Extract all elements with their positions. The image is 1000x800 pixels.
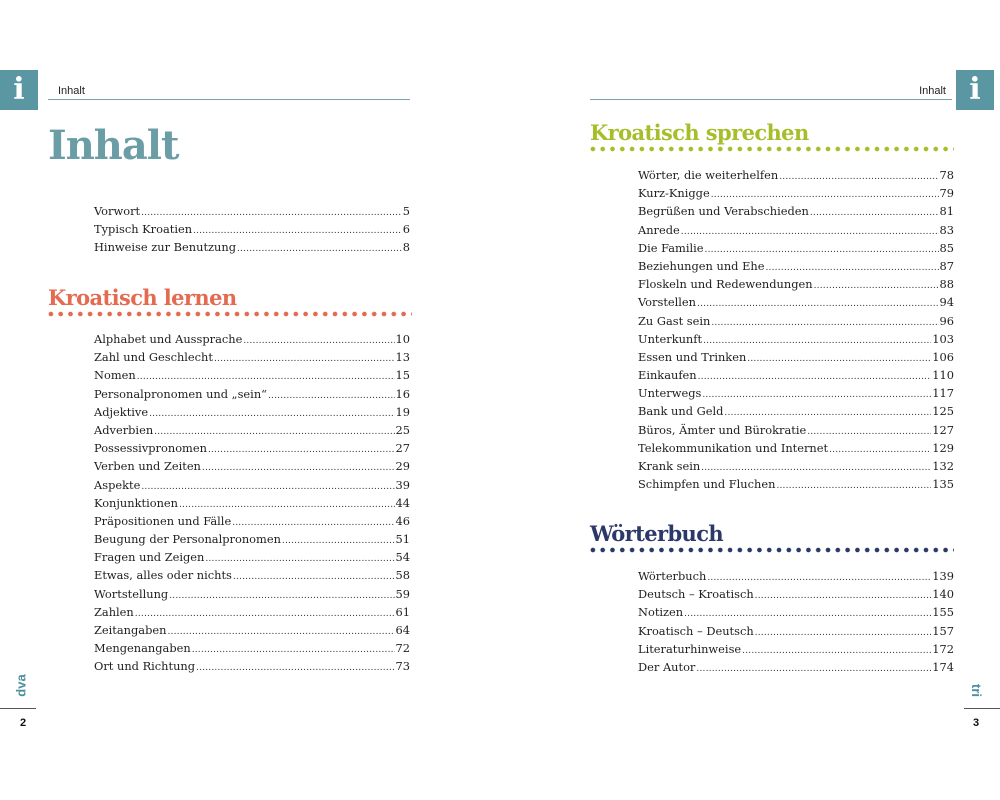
- toc-entry-label: Etwas, alles oder nichts: [94, 568, 232, 583]
- toc-entry-label: Zeitangaben: [94, 623, 167, 637]
- toc-entry-label: Fragen und Zeigen: [94, 550, 205, 565]
- toc-entry-label: Vorstellen: [638, 295, 697, 310]
- toc-leader-dots: [233, 568, 395, 586]
- toc-entry[interactable]: [94, 439, 410, 457]
- toc-entry[interactable]: [94, 621, 410, 639]
- toc-entry-page: 96: [939, 313, 954, 328]
- dotted-rule: [588, 547, 954, 553]
- toc-entry-label: Adverbien: [94, 422, 154, 437]
- toc-entry-page: 5: [402, 204, 410, 218]
- toc-leader-dots: [237, 240, 402, 258]
- toc-leader-dots: [814, 277, 939, 295]
- toc-entry-label: Alphabet und Aussprache: [94, 332, 243, 346]
- toc-entry[interactable]: [638, 567, 954, 585]
- toc-entry-label: Die Familie: [638, 240, 704, 255]
- toc-entry-page: 64: [395, 623, 410, 637]
- toc-entry-page: 6: [402, 222, 410, 237]
- toc-entry[interactable]: [638, 585, 954, 603]
- info-icon: i: [0, 70, 38, 110]
- toc-entry-page: 85: [939, 240, 954, 255]
- toc-entry-label: Der Autor: [638, 659, 696, 674]
- toc-entry[interactable]: [94, 366, 410, 384]
- toc-entry[interactable]: [94, 238, 410, 256]
- toc-entry-label: Ort und Richtung: [94, 659, 196, 674]
- toc-leader-dots: [268, 387, 395, 405]
- toc-entry-page: 110: [932, 368, 954, 383]
- toc-entry[interactable]: [94, 530, 410, 548]
- toc-entry-page: 135: [932, 477, 954, 492]
- toc-leader-dots: [681, 223, 939, 241]
- running-head: Inhalt: [919, 85, 946, 97]
- toc-entry-page: 132: [932, 459, 954, 473]
- toc-leader-dots: [829, 441, 931, 459]
- toc-entry-page: 129: [932, 440, 954, 455]
- toc-entry-label: Typisch Kroatien: [94, 222, 193, 237]
- toc-entry[interactable]: [638, 330, 954, 348]
- toc-leader-dots: [214, 350, 395, 368]
- toc-entry-page: 16: [395, 386, 410, 401]
- toc-entry[interactable]: [638, 475, 954, 493]
- toc-entry[interactable]: [638, 312, 954, 330]
- page-word-label: dva: [13, 674, 29, 697]
- toc-entry[interactable]: [638, 421, 954, 439]
- toc-entry-label: Einkaufen: [638, 368, 697, 383]
- page-number: 3: [973, 717, 980, 729]
- toc-entry[interactable]: [638, 202, 954, 220]
- toc-leader-dots: [755, 587, 932, 605]
- toc-entry-label: Aspekte: [94, 477, 141, 492]
- toc-entry[interactable]: [638, 166, 954, 184]
- toc-entry[interactable]: [638, 184, 954, 202]
- toc-entry-label: Beugung der Personalpronomen: [94, 532, 281, 547]
- header-rule: [590, 99, 952, 100]
- toc-entry[interactable]: [94, 457, 410, 475]
- toc-woerterbuch-list: [638, 567, 954, 676]
- toc-leader-dots: [742, 642, 931, 660]
- toc-entry-label: Adjektive: [94, 404, 149, 419]
- toc-leader-dots: [149, 405, 394, 423]
- toc-entry-label: Konjunktionen: [94, 495, 178, 510]
- toc-entry-label: Essen und Trinken: [638, 349, 747, 364]
- toc-entry-page: 125: [932, 404, 954, 419]
- toc-entry[interactable]: [94, 657, 410, 675]
- toc-leader-dots: [141, 478, 394, 496]
- toc-leader-dots: [192, 641, 395, 659]
- toc-entry-label: Krank sein: [638, 459, 701, 473]
- toc-entry-page: 155: [932, 605, 954, 620]
- toc-entry-page: 94: [939, 295, 954, 310]
- toc-leader-dots: [169, 587, 394, 605]
- toc-entry[interactable]: [638, 384, 954, 402]
- toc-entry-label: Zahl und Geschlecht: [94, 350, 213, 365]
- toc-entry[interactable]: [638, 640, 954, 658]
- section-heading-kroatisch-lernen: Kroatisch lernen: [48, 285, 237, 310]
- toc-entry-page: 103: [932, 331, 954, 346]
- toc-entry-label: Zahlen: [94, 604, 134, 619]
- toc-entry-label: Bank und Geld: [638, 404, 724, 419]
- toc-entry[interactable]: [638, 293, 954, 311]
- toc-entry-label: Literaturhinweise: [638, 641, 742, 656]
- toc-entry-label: Wörterbuch: [638, 569, 707, 583]
- toc-entry-page: 19: [395, 404, 410, 419]
- toc-entry[interactable]: [638, 622, 954, 640]
- toc-entry-page: 127: [932, 422, 954, 437]
- toc-entry[interactable]: [94, 220, 410, 238]
- toc-entry-label: Beziehungen und Ehe: [638, 258, 765, 273]
- toc-entry-page: 51: [395, 532, 410, 547]
- toc-entry-label: Zu Gast sein: [638, 313, 711, 328]
- toc-entry[interactable]: [638, 658, 954, 676]
- toc-entry-label: Unterwegs: [638, 386, 702, 401]
- toc-entry[interactable]: [638, 275, 954, 293]
- toc-entry-page: 39: [395, 477, 410, 492]
- toc-entry-page: 13: [395, 350, 410, 365]
- section-heading-kroatisch-sprechen: Kroatisch sprechen: [590, 120, 809, 145]
- toc-entry-label: Deutsch – Kroatisch: [638, 587, 754, 602]
- toc-entry[interactable]: [94, 476, 410, 494]
- footer-rule: [964, 708, 1000, 709]
- toc-leader-dots: [135, 605, 395, 623]
- toc-leader-dots: [282, 532, 395, 550]
- toc-entry[interactable]: [638, 603, 954, 621]
- toc-entry[interactable]: [94, 421, 410, 439]
- toc-entry-page: 117: [932, 386, 954, 401]
- toc-leader-dots: [747, 350, 931, 368]
- toc-entry-page: 61: [395, 604, 410, 619]
- toc-leader-dots: [167, 623, 394, 641]
- toc-leader-dots: [697, 295, 938, 313]
- toc-leader-dots: [205, 550, 394, 568]
- toc-entry-page: 8: [402, 240, 410, 255]
- toc-leader-dots: [243, 332, 394, 350]
- toc-entry[interactable]: [94, 494, 410, 512]
- toc-entry-page: 87: [939, 258, 954, 273]
- toc-entry-label: Mengenangaben: [94, 641, 191, 656]
- toc-entry-page: 157: [932, 623, 954, 638]
- toc-entry-label: Begrüßen und Verabschieden: [638, 204, 809, 219]
- toc-entry-page: 59: [395, 586, 410, 601]
- toc-entry-page: 29: [395, 459, 410, 474]
- toc-entry[interactable]: [638, 257, 954, 275]
- toc-intro-list: [94, 202, 410, 257]
- page-word-label: tri: [969, 684, 984, 697]
- toc-leader-dots: [698, 368, 932, 386]
- info-icon: i: [956, 70, 994, 110]
- toc-entry-page: 106: [932, 349, 954, 364]
- toc-leader-dots: [711, 314, 938, 332]
- toc-entry[interactable]: [94, 330, 410, 348]
- toc-entry-page: 15: [395, 368, 410, 383]
- toc-entry-label: Unterkunft: [638, 331, 703, 346]
- toc-leader-dots: [810, 204, 939, 222]
- toc-entry[interactable]: [94, 403, 410, 421]
- toc-entry-page: 10: [395, 332, 410, 346]
- toc-leader-dots: [196, 659, 394, 677]
- toc-entry[interactable]: [638, 439, 954, 457]
- toc-entry-label: Hinweise zur Benutzung: [94, 240, 236, 255]
- toc-entry-label: Präpositionen und Fälle: [94, 513, 232, 528]
- toc-entry-page: 58: [395, 568, 410, 583]
- toc-entry[interactable]: [638, 239, 954, 257]
- toc-entry-label: Possessivpronomen: [94, 441, 207, 456]
- toc-entry-page: 81: [939, 204, 954, 219]
- toc-entry[interactable]: [94, 585, 410, 603]
- toc-entry-page: 139: [932, 569, 954, 583]
- toc-entry-label: Floskeln und Redewendungen: [638, 277, 813, 292]
- toc-entry[interactable]: [638, 221, 954, 239]
- toc-entry-page: 46: [395, 513, 410, 528]
- toc-entry[interactable]: [94, 548, 410, 566]
- toc-entry-page: 25: [395, 422, 410, 437]
- toc-entry-page: 27: [395, 441, 410, 456]
- toc-leader-dots: [776, 477, 931, 495]
- toc-entry-label: Vorwort: [94, 204, 141, 218]
- dotted-rule: [588, 146, 954, 152]
- toc-entry-page: 54: [395, 550, 410, 565]
- running-head: Inhalt: [58, 85, 85, 97]
- toc-entry-label: Telekommunikation und Internet: [638, 440, 829, 455]
- toc-entry[interactable]: [94, 603, 410, 621]
- section-heading-woerterbuch: Wörterbuch: [590, 521, 724, 546]
- toc-entry-page: 73: [395, 659, 410, 674]
- toc-entry-page: 88: [939, 277, 954, 292]
- toc-entry[interactable]: [94, 639, 410, 657]
- dotted-rule: [46, 311, 412, 317]
- toc-lernen-list: [94, 330, 410, 676]
- toc-entry-label: Verben und Zeiten: [94, 459, 201, 474]
- toc-entry-page: 44: [395, 495, 410, 510]
- toc-entry[interactable]: [94, 566, 410, 584]
- toc-entry-page: 140: [932, 587, 954, 602]
- toc-leader-dots: [755, 624, 932, 642]
- toc-entry-label: Kurz-Knigge: [638, 186, 710, 201]
- toc-entry-label: Personalpronomen und „sein“: [94, 386, 267, 401]
- toc-leader-dots: [202, 459, 395, 477]
- toc-leader-dots: [696, 660, 931, 678]
- toc-entry[interactable]: [94, 512, 410, 530]
- toc-leader-dots: [779, 168, 938, 186]
- toc-entry-label: Kroatisch – Deutsch: [638, 623, 754, 638]
- toc-entry[interactable]: [638, 402, 954, 420]
- toc-entry-page: 72: [395, 641, 410, 656]
- toc-entry[interactable]: [638, 348, 954, 366]
- toc-entry-label: Anrede: [638, 222, 680, 237]
- toc-entry[interactable]: [94, 202, 410, 220]
- toc-entry[interactable]: [638, 457, 954, 475]
- toc-leader-dots: [208, 441, 395, 459]
- toc-entry-page: 172: [932, 641, 954, 656]
- toc-entry-label: Wörter, die weiterhelfen: [638, 168, 779, 182]
- toc-sprechen-list: [638, 166, 954, 493]
- toc-leader-dots: [702, 386, 931, 404]
- toc-entry-page: 78: [939, 168, 954, 182]
- toc-entry-label: Schimpfen und Fluchen: [638, 477, 776, 492]
- toc-entry-label: Notizen: [638, 605, 684, 620]
- toc-entry-page: 79: [939, 186, 954, 201]
- toc-entry[interactable]: [94, 385, 410, 403]
- toc-entry[interactable]: [94, 348, 410, 366]
- page-title: Inhalt: [48, 122, 179, 169]
- toc-entry-page: 83: [939, 222, 954, 237]
- toc-entry-label: Nomen: [94, 368, 136, 383]
- toc-entry[interactable]: [638, 366, 954, 384]
- toc-entry-label: Büros, Ämter und Bürokratie: [638, 422, 807, 437]
- toc-entry-page: 174: [932, 659, 954, 674]
- right-page: [500, 0, 1000, 800]
- header-rule: [48, 99, 410, 100]
- page-number: 2: [20, 717, 27, 729]
- toc-entry-label: Wortstellung: [94, 586, 169, 601]
- footer-rule: [0, 708, 36, 709]
